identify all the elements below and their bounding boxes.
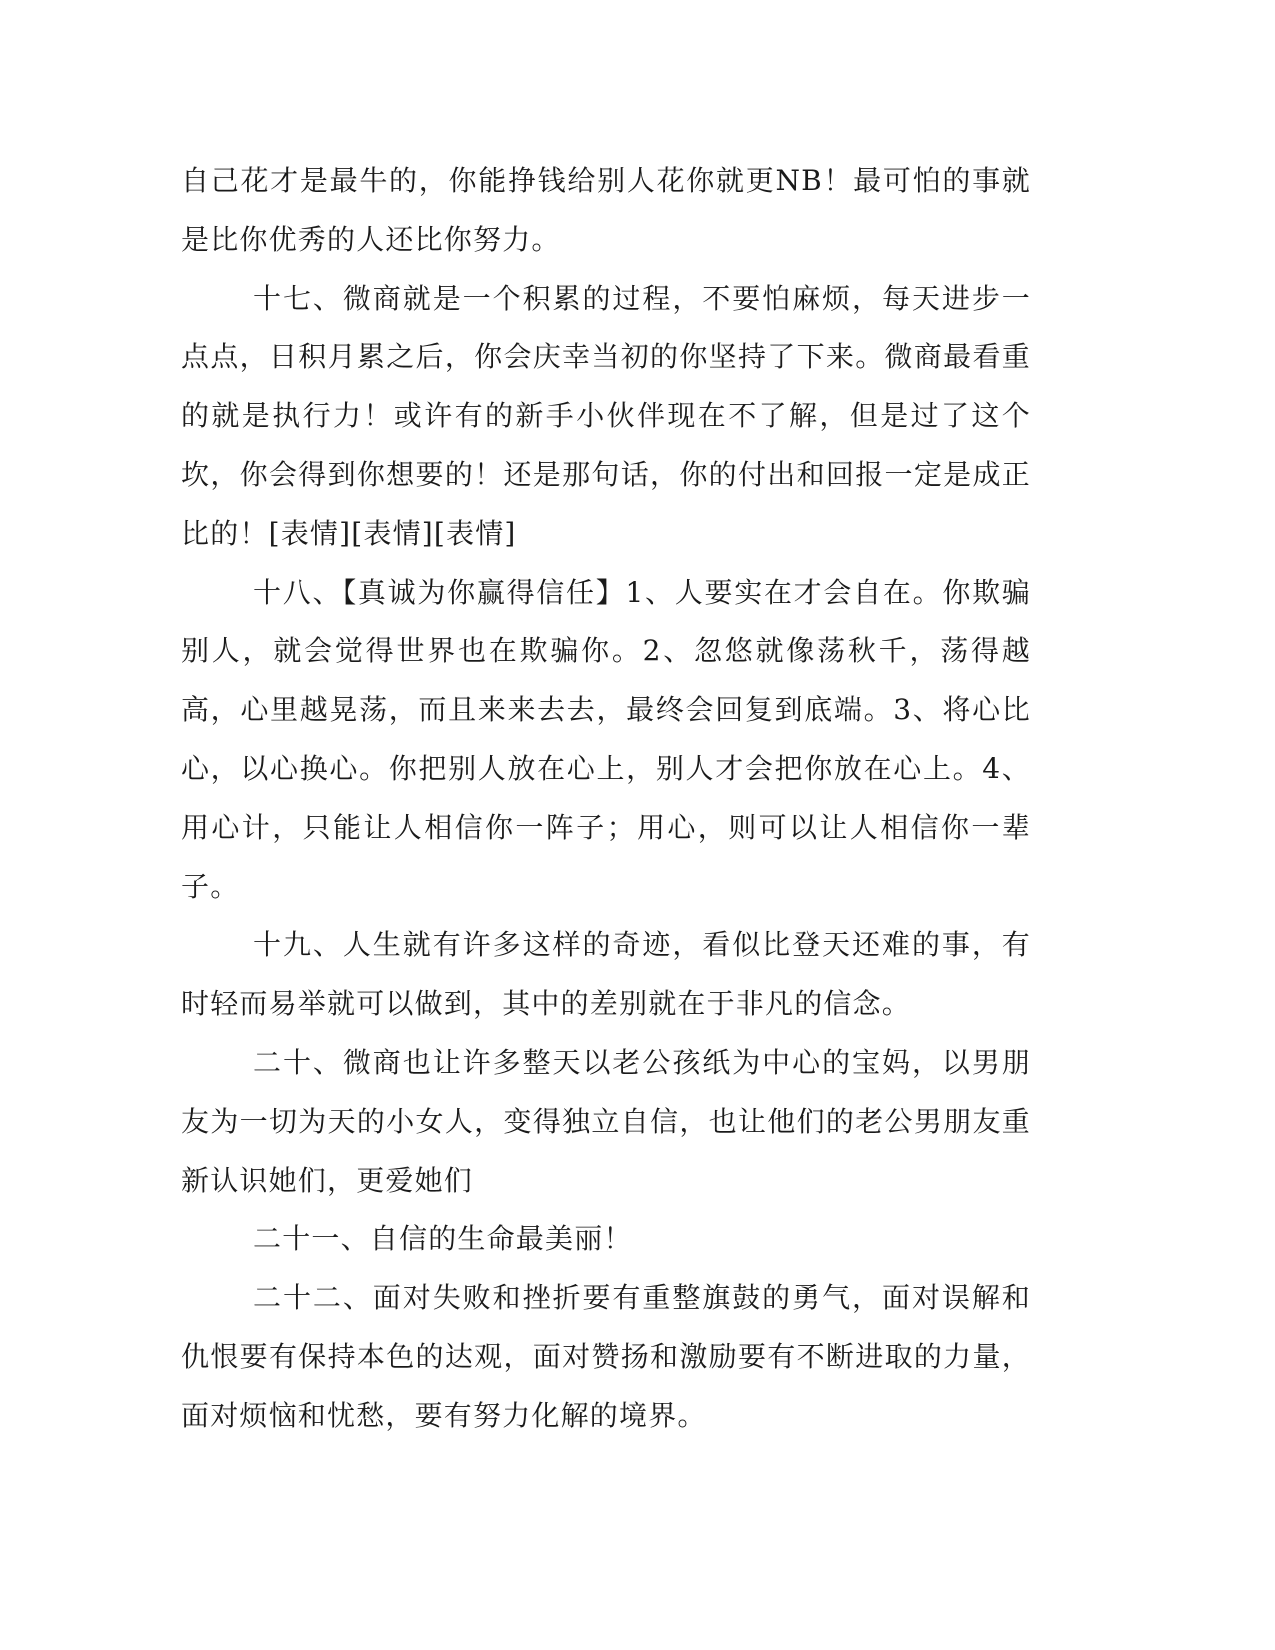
paragraph-18: 十八、【真诚为你赢得信任】1、人要实在才会自在。你欺骗别人，就会觉得世界也在欺骗你。2、忽悠就像荡秋千，荡得越高，心里越晃荡，而且来来去去，最终会回复到底端。3、将心比心，以心换心。你把别人放在心上，别人才会把你放在心上。4、用心计，只能让人相信你一阵子；用心，则可以让人相信你一辈子。 [181, 575, 1031, 903]
document-page [181, 152, 1031, 1446]
paragraph-22: 二十二、面对失败和挫折要有重整旗鼓的勇气，面对误解和仇恨要有保持本色的达观，面对赞扬和激励要有不断进取的力量，面对烦恼和忧愁，要有努力化解的境界。 [181, 1281, 1031, 1432]
paragraph-21: 二十一、自信的生命最美丽！ [253, 1222, 633, 1256]
paragraph-continuation: 自己花才是最牛的，你能挣钱给别人花你就更NB！最可怕的事就是比你优秀的人还比你努力。 [181, 164, 1031, 256]
paragraph-20: 二十、微商也让许多整天以老公孩纸为中心的宝妈，以男朋友为一切为天的小女人，变得独立自信，也让他们的老公男朋友重新认识她们，更爱她们 [181, 1045, 1031, 1197]
paragraph-19: 十九、人生就有许多这样的奇迹，看似比登天还难的事，有时轻而易举就可以做到，其中的差别就在于非凡的信念。 [181, 928, 1031, 1021]
paragraph-17: 十七、微商就是一个积累的过程，不要怕麻烦，每天进步一点点，日积月累之后，你会庆幸当初的你坚持了下来。微商最看重的就是执行力！或许有的新手小伙伴现在不了解，但是过了这个坎，你会得到你想要的！还是那句话，你的付出和回报一定是成正比的！[表情][表情][表情] [181, 281, 1031, 550]
